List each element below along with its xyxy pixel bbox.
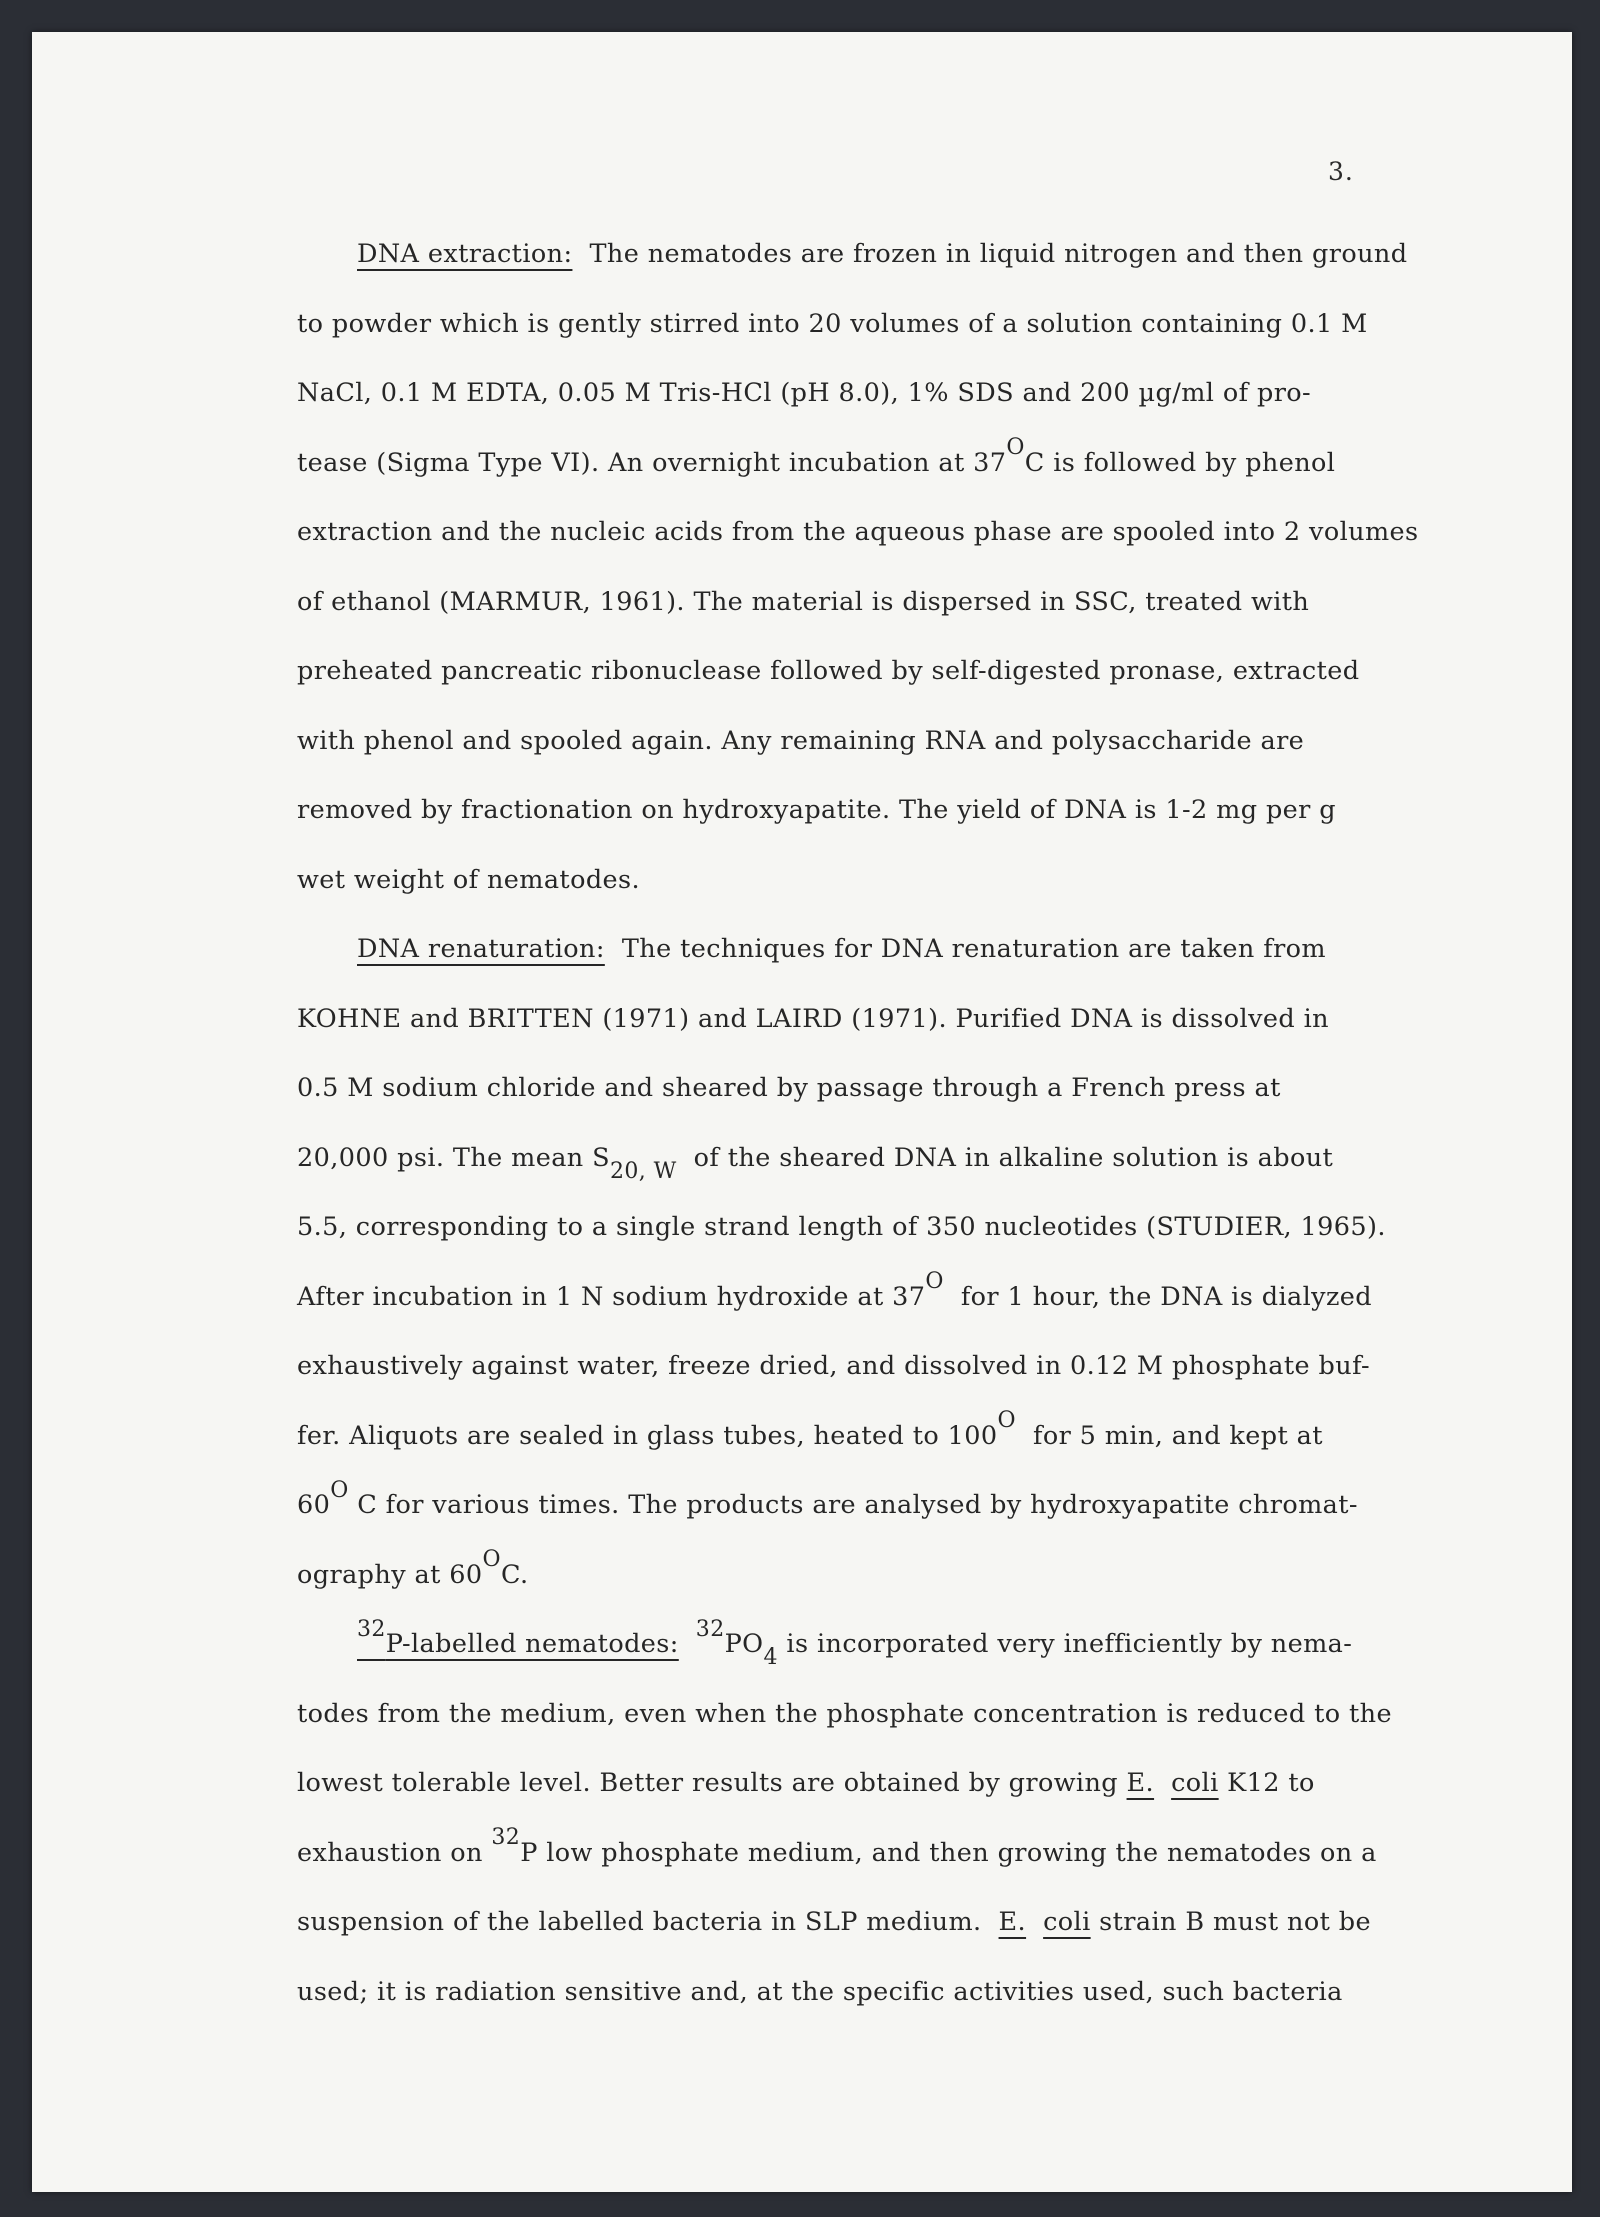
paragraph-line: suspension of the labelled bacteria in SLP medium. E. coli strain B must not be [297, 1907, 1371, 1937]
paragraph-line: of ethanol (MARMUR, 1961). The material is dispersed in SSC, treated with [297, 586, 1310, 617]
paragraph-line: removed by fractionation on hydroxyapatite. The yield of DNA is 1-2 mg per g [297, 795, 1336, 825]
paragraph-line: wet weight of nematodes. [297, 864, 641, 895]
paragraph-line: After incubation in 1 N sodium hydroxide at $37^O$ for 1 hour, the DNA is dialyzed [297, 1269, 1373, 1312]
paragraph-line: DNA extraction: The nematodes are frozen in liquid nitrogen and then ground [357, 239, 1408, 269]
paragraph-line: used; it is radiation sensitive and, at the specific activities used, such bacteria [297, 1976, 1343, 2007]
paragraph-line: tease (Sigma Type VI). An overnight incubation at $37^OC$ is followed by phenol [297, 435, 1336, 478]
species-name: coli [1043, 1907, 1091, 1937]
document-page [32, 32, 1572, 2192]
section-heading-p32-labelled-nematodes: $^{32}$P-labelled nematodes: [357, 1616, 679, 1659]
section-heading-dna-renaturation: DNA renaturation: [357, 934, 605, 964]
paragraph-line: with phenol and spooled again. Any remaining RNA and polysaccharide are [297, 725, 1305, 756]
paragraph-line: lowest tolerable level. Better results are obtained by growing E. coli K12 to [297, 1768, 1315, 1798]
paragraph-line: 5.5, corresponding to a single strand length of 350 nucleotides (STUDIER, 1965). [297, 1212, 1386, 1242]
paragraph-line: 20,000 psi. The mean $S_{20, W}$ of the sheared DNA in alkaline solution is about [297, 1142, 1334, 1184]
paragraph-line: todes from the medium, even when the phosphate concentration is reduced to the [297, 1698, 1392, 1729]
page-number: 3. [1328, 157, 1354, 186]
paragraph-line: $^{32}$P-labelled nematodes: $^{32}PO_4$ is incorporated very inefficiently by nema- [357, 1616, 1353, 1671]
paragraph-line: fer. Aliquots are sealed in glass tubes, heated to $100^O$ for 5 min, and kept at [297, 1408, 1323, 1451]
paragraph-line: exhaustion on $^{32}$P low phosphate medium, and then growing the nematodes on a [297, 1825, 1377, 1868]
paragraph-line: ography at $60^OC$. [297, 1547, 529, 1590]
paragraph-line: NaCl, 0.1 M EDTA, 0.05 M Tris-HCl (pH 8.0), 1% SDS and 200 µg/ml of pro- [297, 378, 1312, 408]
species-genus: E. [1126, 1768, 1155, 1798]
species-name: coli [1171, 1768, 1219, 1798]
paragraph-line: KOHNE and BRITTEN (1971) and LAIRD (1971). Purified DNA is dissolved in [297, 1003, 1329, 1034]
body-text [297, 220, 1437, 2027]
paragraph-line: extraction and the nucleic acids from the aqueous phase are spooled into 2 volumes [297, 517, 1419, 547]
paragraph-line: DNA renaturation: The techniques for DNA renaturation are taken from [357, 934, 1327, 964]
paragraph-line: $60^O$ C for various times. The products are analysed by hydroxyapatite chromat- [297, 1477, 1358, 1520]
paragraph-line: preheated pancreatic ribonuclease followed by self-digested pronase, extracted [297, 656, 1360, 686]
paragraph-line: to powder which is gently stirred into 20 volumes of a solution containing 0.1 M [297, 308, 1368, 339]
paragraph-line: exhaustively against water, freeze dried, and dissolved in 0.12 M phosphate buf- [297, 1351, 1371, 1381]
species-genus: E. [998, 1907, 1027, 1937]
section-heading-dna-extraction: DNA extraction: [357, 239, 573, 269]
paragraph-line: 0.5 M sodium chloride and sheared by passage through a French press at [297, 1073, 1281, 1103]
